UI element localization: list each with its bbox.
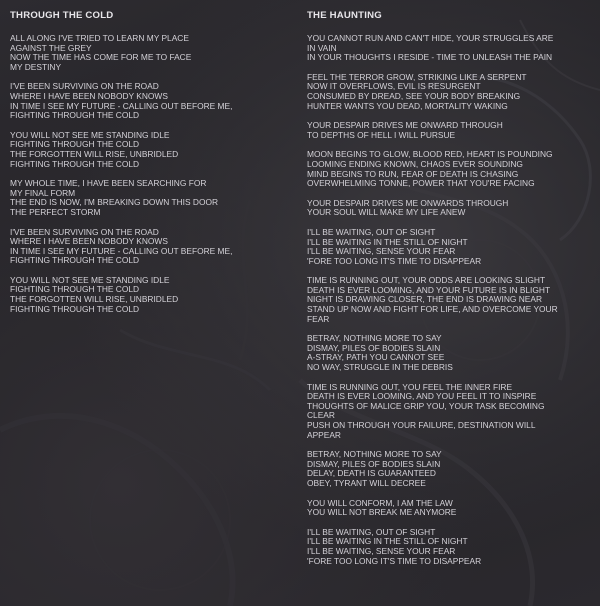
lyric-line: MOON BEGINS TO GLOW, BLOOD RED, HEART IS POUNDING (307, 149, 553, 160)
lyric-line: YOU WILL NOT SEE ME STANDING IDLE (10, 274, 170, 285)
lyric-line: YOUR SOUL WILL MAKE MY LIFE ANEW (307, 207, 466, 218)
lyric-line: IN YOUR THOUGHTS I RESIDE - TIME TO UNLEASH THE PAIN (307, 52, 553, 63)
lyric-line: NOW THE TIME HAS COME FOR ME TO FACE (10, 52, 192, 63)
lyric-line: I'VE BEEN SURVIVING ON THE ROAD (10, 226, 159, 237)
lyric-line: THE PERFECT STORM (10, 206, 101, 217)
lyric-line: BETRAY, NOTHING MORE TO SAY (307, 333, 442, 344)
lyric-line: YOU CANNOT RUN AND CAN'T HIDE, YOUR STRUGGLES ARE (307, 33, 554, 43)
lyric-line: DEATH IS EVER LOOMING, AND YOUR FUTURE IS IN BLIGHT (307, 284, 551, 295)
lyric-line: I'VE BEEN SURVIVING ON THE ROAD (10, 81, 159, 92)
lyric-stanza (307, 73, 592, 111)
lyric-line: THE END IS NOW, I'M BREAKING DOWN THIS DOOR (10, 197, 219, 208)
lyric-line: NIGHT IS DRAWING CLOSER, THE END IS DRAWING NEAR (307, 294, 542, 305)
lyric-stanza (10, 82, 295, 120)
lyric-line: YOU WILL NOT BREAK ME ANYMORE (307, 507, 457, 518)
lyric-line: MY FINAL FORM (10, 187, 76, 198)
lyric-line: FIGHTING THROUGH THE COLD (10, 303, 140, 314)
lyric-stanza (307, 34, 592, 63)
lyric-line: FIGHTING THROUGH THE COLD (10, 110, 140, 121)
lyric-line: WHERE I HAVE BEEN NOBODY KNOWS (10, 236, 168, 247)
lyric-stanza (10, 228, 295, 266)
lyric-line: AGAINST THE GREY (10, 42, 92, 53)
lyric-stanza (307, 383, 592, 441)
lyric-line: TIME IS RUNNING OUT, YOU FEEL THE INNER FIRE (307, 381, 513, 392)
left-stanzas (10, 34, 295, 314)
lyric-line: I'LL BE WAITING, OUT OF SIGHT (307, 526, 436, 537)
lyric-stanza (307, 334, 592, 372)
lyric-stanza (307, 450, 592, 488)
lyric-line: IN TIME I SEE MY FUTURE - CALLING OUT BEFORE ME, (10, 100, 233, 111)
lyric-line: CONSUMED BY DREAD, SEE YOUR BODY BREAKING (307, 90, 521, 101)
lyric-line: FIGHTING THROUGH THE COLD (10, 255, 140, 266)
lyric-line: HUNTER WANTS YOU DEAD, MORTALITY WAKING (307, 100, 508, 111)
lyric-line: MY WHOLE TIME, I HAVE BEEN SEARCHING FOR (10, 178, 207, 189)
lyric-line: PUSH ON THROUGH YOUR FAILURE, DESTINATION WILL (307, 420, 536, 430)
lyric-stanza (307, 199, 592, 218)
lyric-stanza (10, 34, 295, 72)
lyric-line: THOUGHTS OF MALICE GRIP YOU, YOUR TASK BECOMING (307, 400, 545, 411)
lyric-line: I'LL BE WAITING IN THE STILL OF NIGHT (307, 536, 468, 547)
lyric-line: BETRAY, NOTHING MORE TO SAY (307, 449, 442, 460)
lyric-line: TO DEPTHS OF HELL I WILL PURSUE (307, 129, 456, 140)
lyric-line: IN TIME I SEE MY FUTURE - CALLING OUT BEFORE ME, (10, 245, 233, 256)
lyric-line: FIGHTING THROUGH THE COLD (10, 284, 140, 295)
right-lyrics-column (307, 10, 592, 576)
lyric-line: ALL ALONG I'VE TRIED TO LEARN MY PLACE (10, 33, 189, 43)
lyric-line: STAND UP NOW AND FIGHT FOR LIFE, AND OVERCOME YOUR (307, 304, 558, 315)
lyric-stanza (307, 121, 592, 140)
lyric-line: FIGHTING THROUGH THE COLD (10, 158, 140, 169)
lyric-line: A-STRAY, PATH YOU CANNOT SEE (307, 352, 445, 363)
lyric-line: 'FORE TOO LONG IT'S TIME TO DISAPPEAR (307, 555, 482, 566)
lyric-line: WHERE I HAVE BEEN NOBODY KNOWS (10, 90, 168, 101)
lyric-stanza (307, 228, 592, 266)
lyric-line: IN VAIN (307, 42, 337, 53)
right-stanzas (307, 34, 592, 566)
lyric-line: FEAR (307, 313, 330, 324)
lyric-line: OVERWHELMING TONNE, POWER THAT YOU'RE FACING (307, 178, 535, 189)
lyric-stanza (307, 499, 592, 518)
lyric-line: TIME IS RUNNING OUT, YOUR ODDS ARE LOOKING SLIGHT (307, 275, 546, 286)
song-title-through-the-cold: THROUGH THE COLD (10, 10, 114, 21)
lyric-line: NOW IT OVERFLOWS, EVIL IS RESURGENT (307, 81, 481, 92)
lyric-stanza (307, 276, 592, 324)
lyric-line: I'LL BE WAITING, SENSE YOUR FEAR (307, 246, 456, 257)
lyric-line: OBEY, TYRANT WILL DECREE (307, 477, 426, 488)
lyric-stanza (10, 131, 295, 169)
lyric-stanza (307, 150, 592, 188)
lyric-stanza (10, 179, 295, 217)
lyric-line: THE FORGOTTEN WILL RISE, UNBRIDLED (10, 148, 179, 159)
lyric-line: 'FORE TOO LONG IT'S TIME TO DISAPPEAR (307, 255, 482, 266)
lyric-line: CLEAR (307, 410, 335, 421)
left-lyrics-column (10, 10, 295, 324)
lyric-line: YOU WILL NOT SEE ME STANDING IDLE (10, 129, 170, 140)
lyric-line: LOOMING ENDING KNOWN, CHAOS EVER SOUNDING (307, 158, 523, 169)
lyric-line: MIND BEGINS TO RUN, FEAR OF DEATH IS CHASING (307, 168, 519, 179)
lyric-line: APPEAR (307, 429, 341, 440)
lyric-line: I'LL BE WAITING IN THE STILL OF NIGHT (307, 236, 468, 247)
lyric-line: YOUR DESPAIR DRIVES ME ONWARD THROUGH (307, 120, 503, 131)
lyric-line: DISMAY, PILES OF BODIES SLAIN (307, 342, 441, 353)
lyric-line: FIGHTING THROUGH THE COLD (10, 139, 140, 150)
lyric-line: YOUR DESPAIR DRIVES ME ONWARDS THROUGH (307, 197, 509, 208)
song-title-the-haunting: THE HAUNTING (307, 10, 382, 21)
lyric-line: DELAY, DEATH IS GUARANTEED (307, 468, 436, 479)
lyric-line: THE FORGOTTEN WILL RISE, UNBRIDLED (10, 294, 179, 305)
lyric-stanza (307, 528, 592, 566)
lyric-line: NO WAY, STRUGGLE IN THE DEBRIS (307, 362, 453, 373)
lyric-line: DISMAY, PILES OF BODIES SLAIN (307, 458, 441, 469)
lyric-line: I'LL BE WAITING, SENSE YOUR FEAR (307, 545, 456, 556)
lyric-line: I'LL BE WAITING, OUT OF SIGHT (307, 226, 436, 237)
lyric-stanza (10, 276, 295, 314)
lyric-line: MY DESTINY (10, 61, 62, 72)
lyric-line: DEATH IS EVER LOOMING, AND YOU FEEL IT TO INSPIRE (307, 391, 537, 402)
lyric-line: YOU WILL CONFORM, I AM THE LAW (307, 497, 453, 508)
lyric-line: FEEL THE TERROR GROW, STRIKING LIKE A SERPENT (307, 71, 527, 82)
